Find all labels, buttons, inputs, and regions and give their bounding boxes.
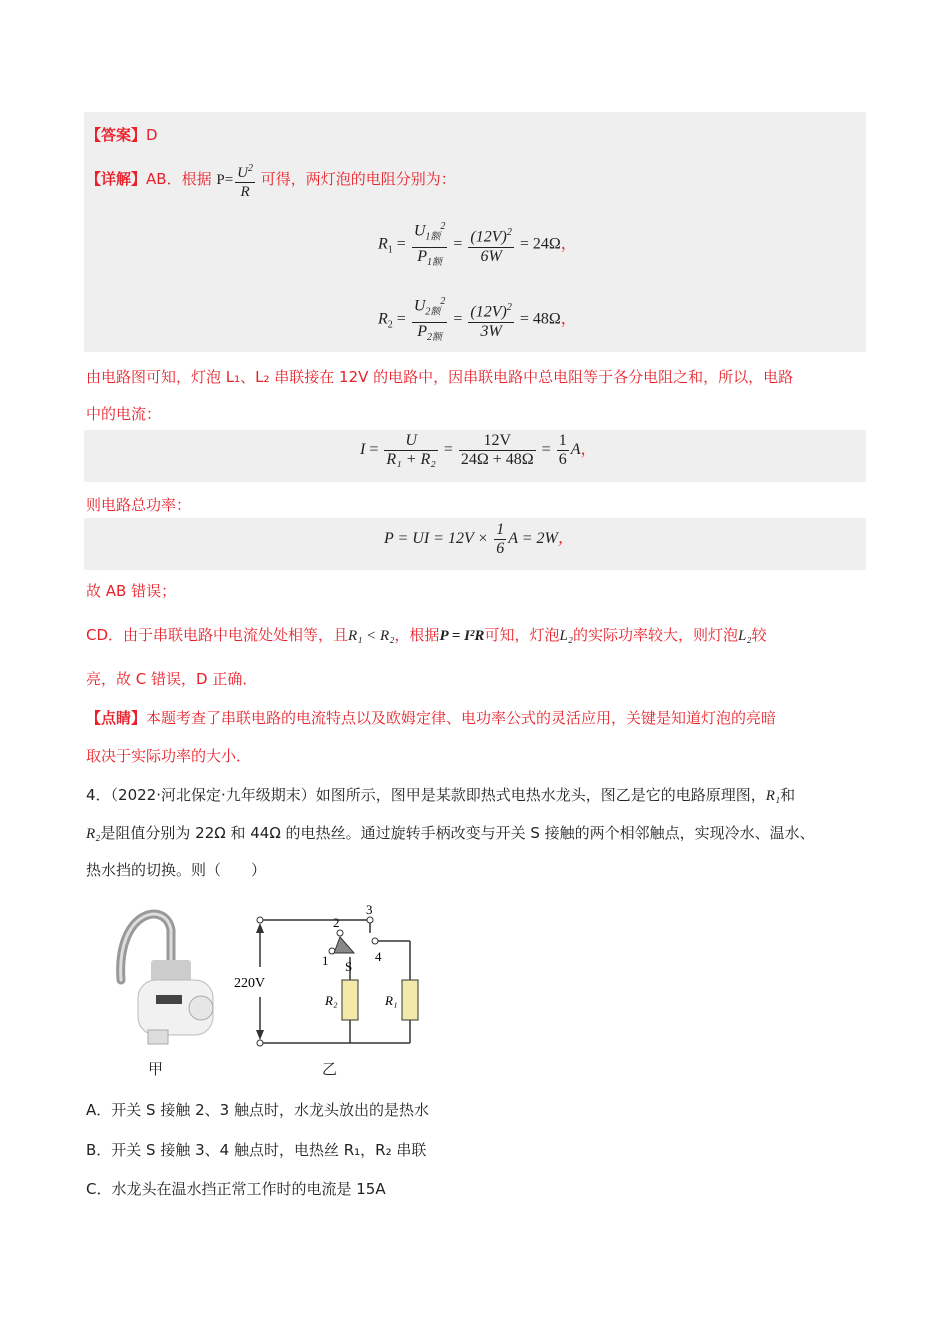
current-den3: 6 bbox=[558, 451, 567, 468]
question-r1: R₁ bbox=[765, 788, 781, 804]
question-text1: 4．（2022·河北保定·九年级期末）如图所示，图甲是某款即热式电热水龙头，图乙是它的电路原理图， bbox=[86, 786, 766, 804]
para1-line2: 中的电流： bbox=[86, 405, 162, 423]
r2-formula: $R_2$ = $\frac{U_{2额}^2}{P_{2额}}$ = $\frac{(12V)^2}{3W}$ = 48Ω， bbox=[378, 293, 577, 347]
r1-tail: ， bbox=[560, 235, 577, 253]
resistor-r1-label: R₁ bbox=[385, 993, 398, 1008]
switch-s: S bbox=[345, 959, 353, 974]
option-b: B．开关 S 接触 3、4 触点时，电热丝 R₁，R₂ 串联 bbox=[86, 1141, 427, 1159]
para1-line1: 由电路图可知，灯泡 L₁、L₂ 串联接在 12V 的电路中，因串联电路中总电阻等于各分电阻之和，所以，电路 bbox=[86, 368, 794, 386]
para4-c: 可知，灯泡 bbox=[484, 626, 560, 644]
comment-line2: 取决于实际功率的大小． bbox=[86, 747, 252, 765]
power-lhs: P = UI = 12V × bbox=[384, 530, 489, 548]
formula-u: U bbox=[237, 165, 249, 181]
question-line3: 热水挡的切换。则（ ） bbox=[86, 861, 267, 879]
formula-r: R bbox=[240, 184, 250, 200]
current-num1: U bbox=[384, 432, 437, 451]
r2-den: P bbox=[417, 322, 427, 340]
question-and: 和 bbox=[780, 786, 796, 804]
formula-sq: 2 bbox=[248, 163, 254, 174]
power-formula bbox=[216, 163, 260, 200]
r2-den2: 3W bbox=[480, 322, 502, 340]
comment-label: 【点睛】 bbox=[86, 709, 147, 727]
question-line1 bbox=[86, 784, 795, 805]
contact-3: 3 bbox=[366, 905, 373, 917]
r1-sub: 1 bbox=[387, 244, 393, 256]
power-den: 6 bbox=[496, 540, 505, 557]
r1-den: P bbox=[417, 247, 427, 265]
power-tail: ， bbox=[557, 530, 574, 548]
option-a: A．开关 S 接触 2、3 触点时，水龙头放出的是热水 bbox=[86, 1101, 429, 1119]
current-den2: 24Ω + 48Ω bbox=[460, 451, 534, 468]
r1-result: = 24Ω bbox=[519, 235, 561, 253]
detail-label: 【详解】 bbox=[86, 169, 147, 188]
current-num3: 1 bbox=[558, 432, 567, 449]
current-formula: I = $\frac{U}{\text{R₁ + R₂}}$ = $\frac{12V}{24\Omega + 48\Omega}$ = $\frac{1}{6}$ A， bbox=[360, 432, 597, 468]
resistor-r2-label: R₂ bbox=[325, 993, 338, 1008]
circuit-diagram bbox=[230, 905, 430, 1055]
current-i: I bbox=[360, 441, 366, 459]
current-unit: A bbox=[570, 441, 581, 459]
current-den1: R₁ + R₂ bbox=[386, 451, 436, 468]
para4-a: CD．由于串联电路中电流处处相等，且 bbox=[86, 626, 349, 644]
r1-num-sub: 1额 bbox=[425, 231, 441, 243]
circuit-voltage: 220V bbox=[234, 976, 266, 991]
question-line2 bbox=[86, 822, 815, 843]
r1-den2: 6W bbox=[480, 247, 502, 265]
r2-tail: ， bbox=[560, 310, 577, 328]
power-total-formula bbox=[384, 521, 574, 558]
contact-2: 2 bbox=[333, 915, 340, 930]
para4-line2: 亮，故 C 错误，D 正确． bbox=[86, 670, 258, 688]
para4-formula: P = I²R bbox=[439, 628, 485, 644]
para4-l2b: L₂ bbox=[738, 628, 752, 644]
faucet-illustration bbox=[96, 900, 226, 1060]
formula-eq: = bbox=[224, 171, 234, 188]
answer-value: D bbox=[146, 126, 158, 144]
para4-d: 的实际功率较大，则灯泡 bbox=[573, 626, 739, 644]
para2: 则电路总功率： bbox=[86, 496, 192, 514]
answer-label: 【答案】 bbox=[86, 126, 147, 144]
option-c: C．水龙头在温水挡正常工作时的电流是 15A bbox=[86, 1180, 386, 1198]
r2-sub: 2 bbox=[387, 319, 393, 331]
question-text2: 是阻值分别为 22Ω 和 44Ω 的电热丝。通过旋转手柄改变与开关 S 接触的两个相邻触点，实现冷水、温水、 bbox=[100, 824, 815, 842]
power-num: 1 bbox=[496, 521, 505, 538]
figure-label-a: 甲 bbox=[148, 1060, 164, 1078]
current-tail: ， bbox=[580, 441, 597, 459]
answer-line bbox=[86, 124, 158, 145]
formula-p: P bbox=[216, 171, 225, 188]
r1-formula: $R_1$ = $\frac{U_{1额}^2}{P_{1额}}$ = $\frac{(12V)^2}{6W}$ = 24Ω， bbox=[378, 218, 577, 272]
r2-lhs: R bbox=[378, 310, 388, 328]
r2-num: U bbox=[413, 297, 426, 315]
comment-text1: 本题考查了串联电路的电流特点以及欧姆定律、电功率公式的灵活应用，关键是知道灯泡的亮暗 bbox=[146, 709, 777, 727]
para4-b: ，根据 bbox=[394, 626, 440, 644]
para3: 故 AB 错误； bbox=[86, 582, 177, 600]
r1-num2: (12V) bbox=[470, 228, 507, 246]
r2-result: = 48Ω bbox=[519, 310, 561, 328]
para4-cmp: R₁ < R₂ bbox=[348, 628, 395, 644]
para4-line1 bbox=[86, 624, 767, 645]
contact-4: 4 bbox=[375, 949, 382, 964]
r2-den-sub: 2额 bbox=[426, 331, 442, 343]
contact-1: 1 bbox=[322, 953, 329, 968]
r1-lhs: R bbox=[378, 235, 388, 253]
para4-l2a: L₂ bbox=[559, 628, 574, 644]
question-r2: R₂ bbox=[86, 826, 101, 842]
r2-num-sub: 2额 bbox=[425, 306, 441, 318]
power-rhs: A = 2W bbox=[508, 530, 558, 548]
detail-text1: AB．根据 bbox=[146, 169, 212, 188]
r1-den-sub: 1额 bbox=[426, 256, 442, 268]
r2-num2: (12V) bbox=[470, 303, 507, 321]
detail-text2: 可得，两灯泡的电阻分别为： bbox=[260, 169, 456, 188]
comment-line1 bbox=[86, 707, 776, 728]
r1-num: U bbox=[413, 222, 426, 240]
current-num2: 12V bbox=[459, 432, 536, 451]
figure-label-b: 乙 bbox=[322, 1060, 338, 1078]
para4-e: 较 bbox=[751, 626, 767, 644]
detail-line bbox=[86, 160, 456, 201]
